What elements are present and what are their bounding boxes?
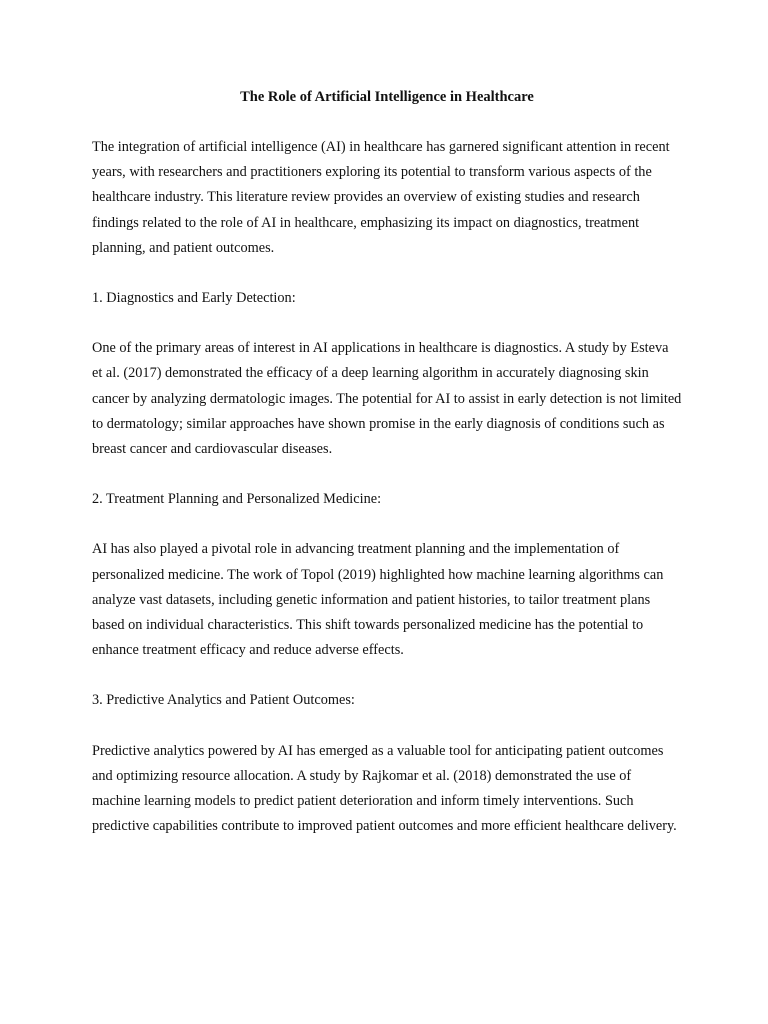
intro-paragraph: The integration of artificial intelligence (AI) in healthcare has garnered significant attention in recent years, with researchers and practitioners exploring its potential to transform various aspects of the healthcare industry. This literature review provides an overview of existing studies and research findings related to the role of AI in healthcare, emphasizing its impact on diagnostics, treatment planning, and patient outcomes. [92, 139, 670, 256]
section-heading: 3. Predictive Analytics and Patient Outcomes: [92, 692, 355, 709]
section-body: One of the primary areas of interest in AI applications in healthcare is diagnostics. A study by Esteva et al. (2017) demonstrated the efficacy of a deep learning algorithm in accurately diagnosing skin cancer by analyzing dermatologic images. The potential for AI to assist in early detection is not limited to dermatology; similar approaches have shown promise in the early diagnosis of conditions such as breast cancer and cardiovascular diseases. [92, 340, 682, 458]
section-predictive-analytics [92, 688, 682, 839]
document-title: The Role of Artificial Intelligence in Healthcare [240, 89, 534, 105]
section-body: AI has also played a pivotal role in advancing treatment planning and the implementation of personalized medicine. The work of Topol (2019) highlighted how machine learning algorithms can analyze vast datasets, including genetic information and patient histories, to tailor treatment plans based on individual characteristics. This shift towards personalized medicine has the potential to enhance treatment efficacy and reduce adverse effects. [92, 541, 664, 659]
section-treatment-planning [92, 487, 682, 663]
section-body: Predictive analytics powered by AI has emerged as a valuable tool for anticipating patient outcomes and optimizing resource allocation. A study by Rajkomar et al. (2018) demonstrated the use of machine learning models to predict patient deterioration and inform timely interventions. Such predictive capabilities contribute to improved patient outcomes and more efficient healthcare delivery. [92, 742, 677, 835]
section-diagnostics [92, 286, 682, 462]
document-page [92, 86, 682, 864]
section-heading: 2. Treatment Planning and Personalized Medicine: [92, 491, 382, 508]
section-heading: 1. Diagnostics and Early Detection: [92, 290, 296, 307]
